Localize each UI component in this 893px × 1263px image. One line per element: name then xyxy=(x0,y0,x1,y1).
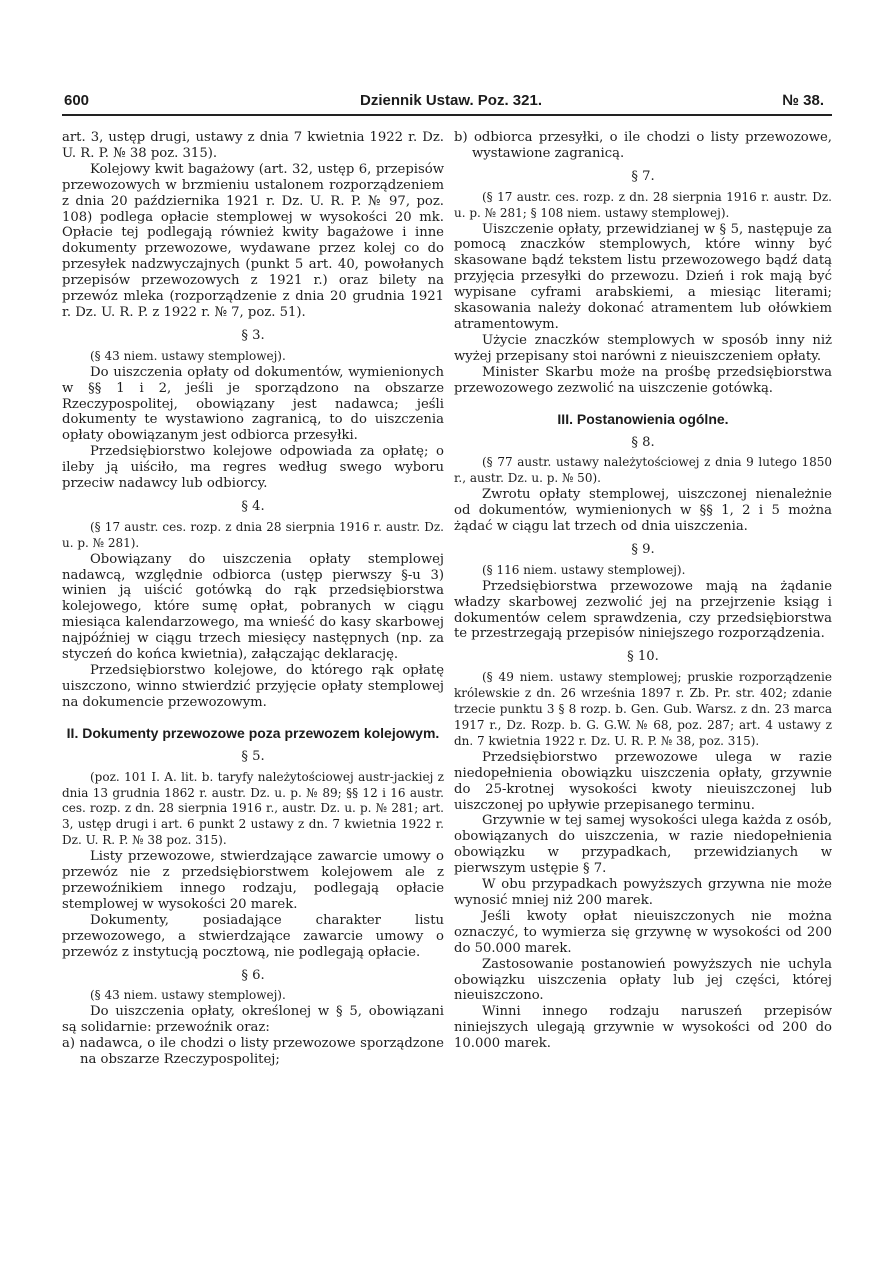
page-number: 600 xyxy=(64,92,90,109)
header-rule xyxy=(62,114,832,116)
paragraph: Przedsiębiorstwo kolejowe odpowiada za opłatę; o ileby ją uiściło, ma regres według swego wyboru przeciw nadawcy lub odbiorcy. xyxy=(62,444,444,492)
journal-title: Dziennik Ustaw. Poz. 321. xyxy=(360,92,542,109)
issue-number: № 38. xyxy=(782,92,824,109)
paragraph: Obowiązany do uiszczenia opłaty stemplowej nadawcą, względnie odbiorca (ustęp pierwszy §-u 3) winien ją uiścić gotówką do rąk przedsiębiorstwa kolejowego, które sumę opłat, pobranych w ciągu miesiąca kalendarzowego, ma wnieść do kasy skarbowej najpóźniej w ciągu trzech miesięcy następnych (np. za styczeń do końca kwietnia), załączając deklarację. xyxy=(62,551,444,663)
paragraph: Winni innego rodzaju naruszeń przepisów niniejszych ulegają grzywnie w wysokości od 200 do 10.000 marek. xyxy=(454,1004,832,1052)
section-heading: § 9. xyxy=(631,541,655,557)
paragraph: Uiszczenie opłaty, przewidzianej w § 5, następuje za pomocą znaczków stemplowych, które winny być skasowane bądź tekstem listu przewozowego bądź datą przyjęcia przesyłki do przewozu. Dzień i rok mają być wypisane cyframi arabskiemi, a miesiąc literami; skasowania należy dokonać atramentem lub ołówkiem atramentowym. xyxy=(454,221,832,332)
paragraph: art. 3, ustęp drugi, ustawy z dnia 7 kwietnia 1922 r. Dz. U. R. P. № 38 poz. 315). xyxy=(62,130,444,161)
page-header xyxy=(64,92,824,114)
paragraph: Grzywnie w tej samej wysokości ulega każda z osób, obowiązanych do uiszczenia, w razie niedopełnienia obowiązku w przypadkach, przewidzianych w pierwszym ustępie § 7. xyxy=(454,813,832,877)
paragraph: Do uiszczenia opłaty od dokumentów, wymienionych w §§ 1 i 2, jeśli je sporządzono na obszarze Rzeczypospolitej, obowiązany jest nadawca; jeśli dokumenty te wystawiono zagranicą, to do uiszczenia opłaty obowiązanym jest odbiorca przesyłki. xyxy=(62,364,444,444)
legal-reference: (§ 43 niem. ustawy stemplowej). xyxy=(90,348,286,363)
chapter-heading: III. Postanowienia ogólne. xyxy=(557,410,729,427)
section-heading: § 3. xyxy=(241,327,265,343)
paragraph: Użycie znaczków stemplowych w sposób inny niż wyżej przepisany stoi narówni z nieuiszczeniem opłaty. xyxy=(454,332,832,364)
legal-reference: (§ 116 niem. ustawy stemplowej). xyxy=(482,562,686,577)
section-heading: § 10. xyxy=(627,649,659,665)
paragraph: Do uiszczenia opłaty, określonej w § 5, obowiązani są solidarnie: przewoźnik oraz: xyxy=(62,1004,444,1036)
section-heading: § 7. xyxy=(631,168,655,184)
paragraph: Listy przewozowe, stwierdzające zawarcie umowy o przewóz nie z przedsiębiorstwem kolejowem ale z przewoźnikiem innego rodzaju, podlegają opłacie stemplowej w wysokości 20 marek. xyxy=(62,849,444,912)
legal-reference: (§ 49 niem. ustawy stemplowej; pruskie rozporządzenie królewskie z dn. 26 września 1897 r. Zb. Pr. str. 402; zdanie trzecie punktu 3 § 8 rozp. b. Gen. Gub. Warsz. z dn. 23 marca 1917 r., Dz. Rozp. b. G. G.W. № 68, poz. 287; art. 4 ustawy z dn. 7 kwietnia 1922 r. Dz. U. R. P. № 38, poz. 315). xyxy=(454,670,832,748)
paragraph: Minister Skarbu może na prośbę przedsiębiorstwa przewozowego zezwolić na uiszczenie gotówką. xyxy=(454,364,832,396)
paragraph: Kolejowy kwit bagażowy (art. 32, ustęp 6, przepisów przewozowych w brzmieniu ustalonem rozporządzeniem z dnia 20 października 1921 r. Dz. U. R. P. № 97, poz. 108) podlega opłacie stemplowej w wysokości 20 mk. Opłacie tej podlegają również kwity bagażowe i inne dokumenty przewozowe, wydawane przez kolej co do przesyłek nadzwyczajnych (punkt 5 art. 40, powołanych przepisów przewozowych z 1921 r.) oraz bilety na przewóz mleka (rozporządzenie z dnia 20 grudnia 1921 r. Dz. U. R. P. z 1922 r. № 7, poz. 51). xyxy=(62,161,444,320)
section-heading: § 6. xyxy=(241,967,265,983)
chapter-heading: II. Dokumenty przewozowe poza przewozem kolejowym. xyxy=(66,724,440,741)
paragraph: Przedsiębiorstwa przewozowe mają na żądanie władzy skarbowej zezwolić jej na przejrzenie ksiąg i dokumentów celem sprawdzenia, czy przedsiębiorstwa te przestrzegają przepisów niniejszego rozporządzenia. xyxy=(454,578,832,642)
legal-reference: (§ 17 austr. ces. rozp. z dn. 28 sierpnia 1916 r. austr. Dz. u. p. № 281; § 108 niem. ustawy stemplowej). xyxy=(454,189,832,220)
left-column xyxy=(62,130,444,1068)
paragraph: Przedsiębiorstwo kolejowe, do którego rąk opłatę uiszczono, winno stwierdzić przyjęcie opłaty stemplowej na dokumencie przewozowym. xyxy=(62,663,444,710)
legal-reference: (§ 17 austr. ces. rozp. z dnia 28 sierpnia 1916 r. austr. Dz. u. p. № 281). xyxy=(62,519,444,550)
section-heading: § 8. xyxy=(631,434,655,450)
paragraph: Zastosowanie postanowień powyższych nie uchyla obowiązku uiszczenia opłaty lub jej części, której nieuiszczono. xyxy=(454,956,832,1004)
paragraph: Jeśli kwoty opłat nieuiszczonych nie można oznaczyć, to wymierza się grzywnę w wysokości od 200 do 50.000 marek. xyxy=(454,908,832,956)
legal-reference: (poz. 101 I. A. lit. b. taryfy należytościowej austr-jackiej z dnia 13 grudnia 1862 r. austr. Dz. u. p. № 89; §§ 12 i 16 austr. ces. rozp. z dn. 28 sierpnia 1916 r., austr. Dz. u. p. № 281; art. 3, ustęp drugi i art. 6 punkt 2 ustawy z dn. 7 kwietnia 1922 r. Dz. U. R. P. № 38 poz. 315). xyxy=(62,769,444,848)
paragraph: Dokumenty, posiadające charakter listu przewozowego, a stwierdzające zawarcie umowy o przewóz z instytucją pocztową, nie podlegają opłacie. xyxy=(62,912,444,960)
list-item: b) odbiorca przesyłki, o ile chodzi o listy przewozowe, wystawione zagranicą. xyxy=(454,130,832,161)
section-heading: § 4. xyxy=(241,498,265,514)
section-heading: § 5. xyxy=(241,748,265,764)
legal-reference: (§ 77 austr. ustawy należytościowej z dnia 9 lutego 1850 r., austr. Dz. u. p. № 50). xyxy=(454,455,832,486)
list-item: a) nadawca, o ile chodzi o listy przewozowe sporządzone na obszarze Rzeczypospolitej; xyxy=(62,1036,444,1068)
paragraph: W obu przypadkach powyższych grzywna nie może wynosić mniej niż 200 marek. xyxy=(454,877,832,908)
paragraph: Zwrotu opłaty stemplowej, uiszczonej nienależnie od dokumentów, wymienionych w §§ 1, 2 i 5 można żądać w ciągu lat trzech od dnia uiszczenia. xyxy=(454,487,832,535)
right-column xyxy=(454,130,832,1052)
paragraph: Przedsiębiorstwo przewozowe ulega w razie niedopełnienia obowiązku uiszczenia opłaty, grzywnie do 25-krotnej wysokości kwoty nieuiszczonej lub uiszczonej po upływie przepisanego terminu. xyxy=(454,749,832,813)
legal-reference: (§ 43 niem. ustawy stemplowej). xyxy=(90,988,286,1003)
